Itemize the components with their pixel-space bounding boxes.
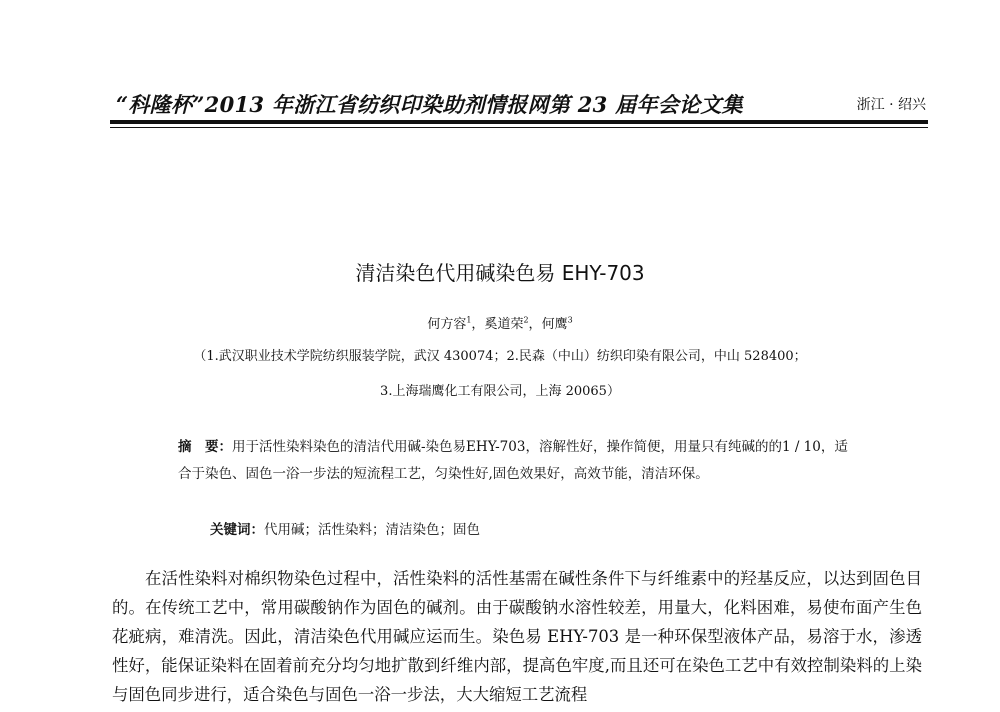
abstract: [178, 434, 854, 488]
keywords: [210, 518, 480, 538]
author-affiliation-mark: 2: [523, 315, 529, 325]
keywords-label: 关键词：: [210, 522, 264, 538]
running-header: [110, 86, 928, 120]
affiliation-line: （1.武汉职业技术学院纺织服装学院，武汉 430074；2.民森（中山）纺织印染有限公司，中山 528400；: [193, 349, 807, 364]
author-separator: ，: [528, 317, 542, 332]
author-separator: ，: [471, 317, 485, 332]
header-rule-thick: [110, 120, 928, 124]
author-affiliation-mark: 3: [567, 315, 573, 325]
article-title: 清洁染色代用碱染色易 EHY-703: [355, 261, 645, 285]
author-name: 何鹰: [541, 317, 568, 332]
affiliation-line: 3.上海瑞鹰化工有限公司，上海 20065）: [380, 384, 620, 399]
body-paragraph: 在活性染料对棉织物染色过程中，活性染料的活性基需在碱性条件下与纤维素中的羟基反应，以达到固色目的。在传统工艺中，常用碳酸钠作为固色的碱剂。由于碳酸钠水溶性较差，用量大，化料困难，易使布面产生色花疵病，难清洗。因此，清洁染色代用碱应运而生。染色易 EHY-703 是一种环保型液体产品，易溶于水，渗透性好，能保证染料在固着前充分均匀地扩散到纤维内部，提高色牢度,而且还可在染色工艺中有效控制染料的上染与固色同步进行，适合染色与固色一浴一步法，大大缩短工艺流程: [112, 569, 922, 704]
abstract-text: 用于活性染料染色的清洁代用碱-染色易EHY-703，溶解性好，操作简便，用量只有纯碱的的1 / 10，适合于染色、固色一浴一步法的短流程工艺，匀染性好,固色效果好，高效节能，清洁环保。: [178, 439, 848, 482]
author-name: 奚道荣: [484, 317, 524, 332]
author-affiliation-mark: 1: [466, 315, 472, 325]
header-rule-thin: [110, 127, 928, 128]
author-name: 何方容: [427, 317, 467, 332]
abstract-label: 摘 要：: [178, 439, 232, 455]
author-list: [0, 313, 1000, 332]
keywords-text: 代用碱；活性染料；清洁染色；固色: [264, 522, 480, 538]
conference-location: 浙江 · 绍兴: [856, 97, 926, 113]
journal-title: “科隆杯”2013 年浙江省纺织印染助剂情报网第 23 届年会论文集: [116, 92, 743, 117]
